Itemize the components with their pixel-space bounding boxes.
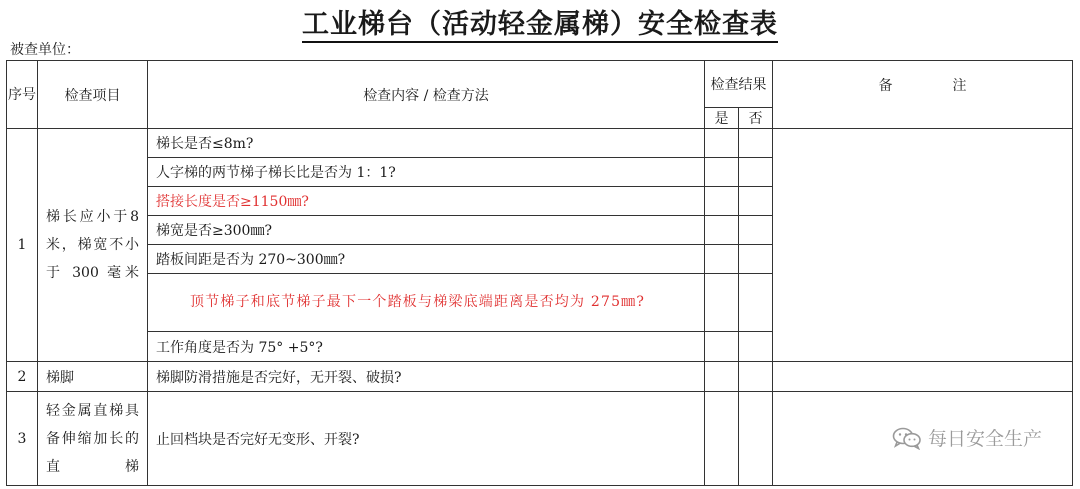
check-content: 工作角度是否为 75° +5°? [148, 332, 705, 362]
check-content [148, 274, 705, 332]
yes-cell[interactable] [705, 158, 739, 187]
row-seq: 2 [7, 362, 38, 392]
check-content: 梯脚防滑措施是否完好，无开裂、破损? [148, 362, 705, 392]
check-content: 人字梯的两节梯子梯长比是否为 1：1? [148, 158, 705, 187]
no-cell[interactable] [739, 216, 773, 245]
table-row [7, 129, 1073, 158]
header-result: 检查结果 [705, 61, 773, 108]
row-item: 轻金属直梯具备伸缩加长的直梯 [38, 392, 148, 486]
row-seq: 1 [7, 129, 38, 362]
no-cell[interactable] [739, 392, 773, 486]
row-item: 梯长应小于8米，梯宽不小于 300 毫米 [38, 129, 148, 362]
header-remark-1: 备 [878, 78, 893, 94]
yes-cell[interactable] [705, 245, 739, 274]
no-cell[interactable] [739, 274, 773, 332]
no-cell[interactable] [739, 129, 773, 158]
remark-cell[interactable] [773, 129, 1073, 362]
yes-cell[interactable] [705, 216, 739, 245]
header-seq: 序号 [7, 61, 38, 129]
header-content: 检查内容 / 检查方法 [148, 61, 705, 129]
no-cell[interactable] [739, 245, 773, 274]
check-content: 梯长是否≤8m? [148, 129, 705, 158]
yes-cell[interactable] [705, 392, 739, 486]
header-yes: 是 [705, 108, 739, 129]
header-row [7, 61, 1073, 108]
no-cell[interactable] [739, 187, 773, 216]
header-item: 检查项目 [38, 61, 148, 129]
row-item: 梯脚 [38, 362, 148, 392]
header-no: 否 [739, 108, 773, 129]
wechat-icon [892, 426, 922, 450]
inspected-unit-label: 被查单位： [10, 42, 80, 58]
row-seq: 3 [7, 392, 38, 486]
header-remark-2: 注 [952, 78, 967, 94]
yes-cell[interactable] [705, 332, 739, 362]
no-cell[interactable] [739, 332, 773, 362]
check-content: 止回档块是否完好无变形、开裂? [148, 392, 705, 486]
inspection-table [6, 60, 1073, 486]
table-row [7, 362, 1073, 392]
remark-cell[interactable] [773, 362, 1073, 392]
no-cell[interactable] [739, 158, 773, 187]
document-title: 工业梯台（活动轻金属梯）安全检查表 [0, 2, 1080, 41]
yes-cell[interactable] [705, 274, 739, 332]
check-content: 梯宽是否≥300㎜? [148, 216, 705, 245]
yes-cell[interactable] [705, 187, 739, 216]
yes-cell[interactable] [705, 129, 739, 158]
header-remark [773, 61, 1073, 129]
check-content-text: 顶节梯子和底节梯子最下一个踏板与梯梁底端距离是否均为 275㎜? [190, 294, 646, 310]
no-cell[interactable] [739, 362, 773, 392]
watermark [892, 424, 1042, 451]
check-content: 踏板间距是否为 270~300㎜? [148, 245, 705, 274]
yes-cell[interactable] [705, 362, 739, 392]
watermark-text: 每日安全生产 [927, 428, 1042, 450]
check-content: 搭接长度是否≥1150㎜? [148, 187, 705, 216]
